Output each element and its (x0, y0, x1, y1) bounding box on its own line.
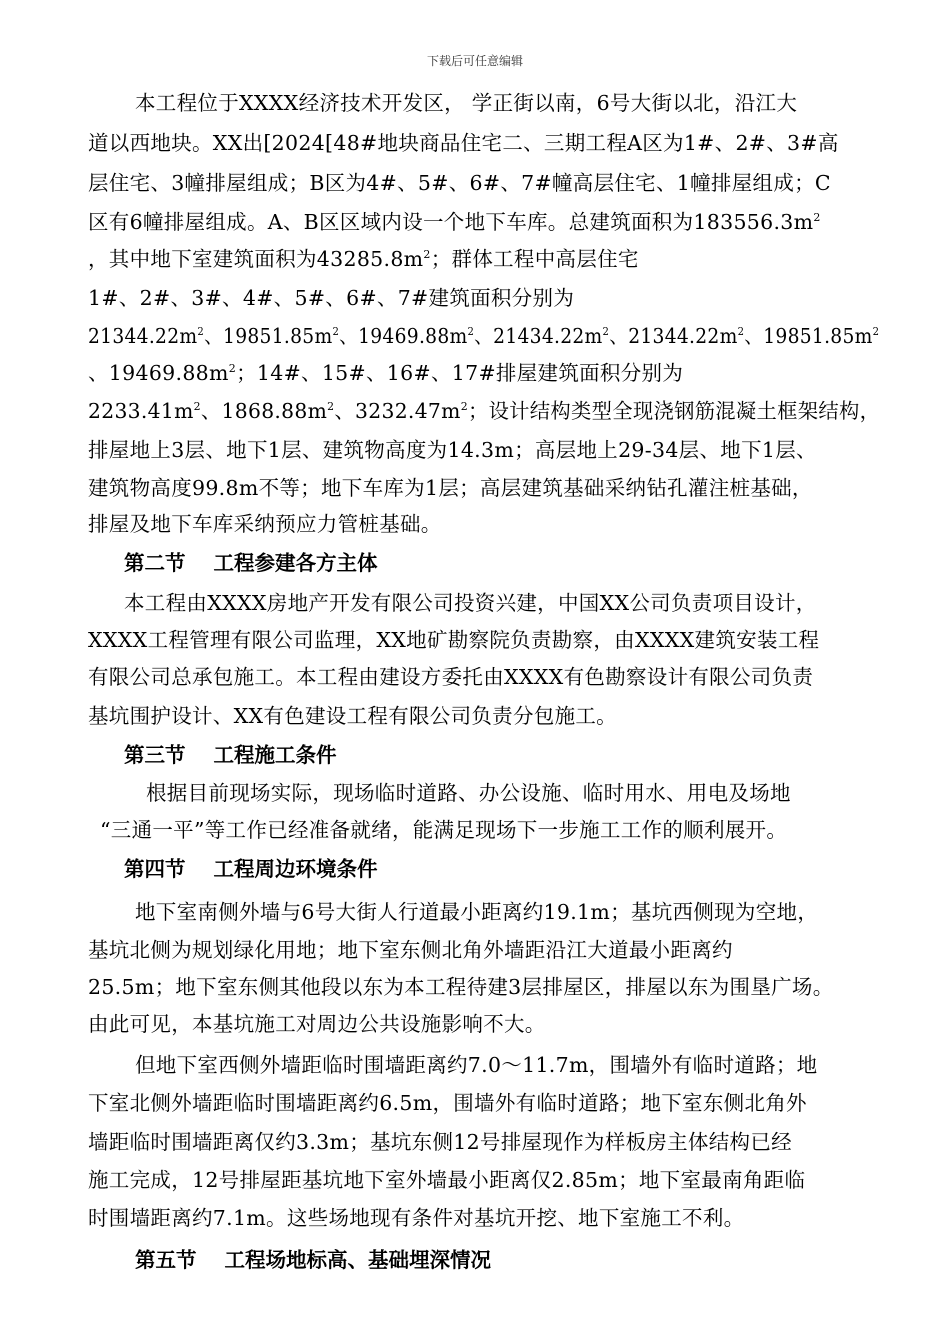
text-line: 区有6幢排屋组成。A、B区区域内设一个地下车库。总建筑面积为$183556.3m^2$ (88, 210, 821, 234)
text-line: $21344.22m^2$、$19851.85m^2$、$19469.88m^2$、$21434.22m^2$、$21344.22m^2$、$19851.85m^2$ (88, 324, 880, 348)
text-line: 地下室南侧外墙与6号大街人行道最小距离约19.1m；基坑西侧现为空地， (135, 900, 819, 924)
text-line: 建筑物高度99.8m不等；地下车库为1层；高层建筑基础采纳钻孔灌注桩基础， (88, 476, 813, 500)
text-line: 墙距临时围墙距离仅约3.3m；基坑东侧12号排屋现作为样板房主体结构已经 (88, 1130, 792, 1154)
text-line: 排屋地上3层、地下1层、建筑物高度为14.3m；高层地上29-34层、地下1层、 (88, 438, 817, 462)
text-line: 时围墙距离约7.1m。这些场地现有条件对基坑开挖、地下室施工不利。 (88, 1206, 745, 1230)
text-line: 但地下室西侧外墙距临时围墙距离约7.0～11.7m，围墙外有临时道路；地 (135, 1053, 818, 1077)
text-line: 下室北侧外墙距临时围墙距离约6.5m，围墙外有临时道路；地下室东侧北角外 (88, 1091, 807, 1115)
text-line: 本工程由XXXX房地产开发有限公司投资兴建，中国XX公司负责项目设计， (124, 591, 817, 615)
text-line: “三通一平”等工作已经准备就绪，能满足现场下一步施工工作的顺利展开。 (100, 818, 788, 842)
section-heading-3: 第三节 工程施工条件 (124, 743, 337, 767)
text-line: 、$19469.88m^2$；14#、15#、16#、17#排屋建筑面积分别为 (88, 361, 684, 385)
section-heading-2: 第二节 工程参建各方主体 (124, 551, 378, 575)
text-line: 有限公司总承包施工。本工程由建设方委托由XXXX有色勘察设计有限公司负责 (88, 665, 814, 689)
text-line: 基坑围护设计、XX有色建设工程有限公司负责分包施工。 (88, 704, 617, 728)
section-heading-5: 第五节 工程场地标高、基础埋深情况 (135, 1248, 491, 1272)
text-line: XXXX工程管理有限公司监理，XX地矿勘察院负责勘察，由XXXX建筑安装工程 (88, 628, 820, 652)
section-heading-4: 第四节 工程周边环境条件 (124, 857, 378, 881)
text-line: 根据目前现场实际，现场临时道路、办公设施、临时用水、用电及场地 (146, 781, 791, 805)
text-line: 本工程位于XXXX经济技术开发区， 学正街以南，6号大街以北，沿江大 (135, 91, 798, 115)
text-line: 基坑北侧为规划绿化用地；地下室东侧北角外墙距沿江大道最小距离约 (88, 938, 733, 962)
text-line: 道以西地块。XX出[2024[48#地块商品住宅二、三期工程A区为1#、2#、3#高 (88, 131, 839, 155)
text-line: 由此可见，本基坑施工对周边公共设施影响不大。 (88, 1012, 546, 1036)
page-header: 下载后可任意编辑 (426, 54, 523, 68)
text-line: 排屋及地下车库采纳预应力管桩基础。 (88, 512, 442, 536)
text-line: 1#、2#、3#、4#、5#、6#、7#建筑面积分别为 (88, 286, 575, 310)
text-line: 层住宅、3幢排屋组成；B区为4#、5#、6#、7#幢高层住宅、1幢排屋组成；C (88, 171, 831, 195)
text-line: $2233.41m^2$、$1868.88m^2$、$3232.47m^2$；设计结构类型全现浇钢筋混凝土框架结构， (88, 399, 881, 423)
text-line: ，其中地下室建筑面积为$43285.8m^2$；群体工程中高层住宅 (88, 247, 639, 271)
text-line: 25.5m；地下室东侧其他段以东为本工程待建3层排屋区，排屋以东为围垦广场。 (88, 975, 834, 999)
text-line: 施工完成，12号排屋距基坑地下室外墙最小距离仅2.85m；地下室最南角距临 (88, 1168, 806, 1192)
